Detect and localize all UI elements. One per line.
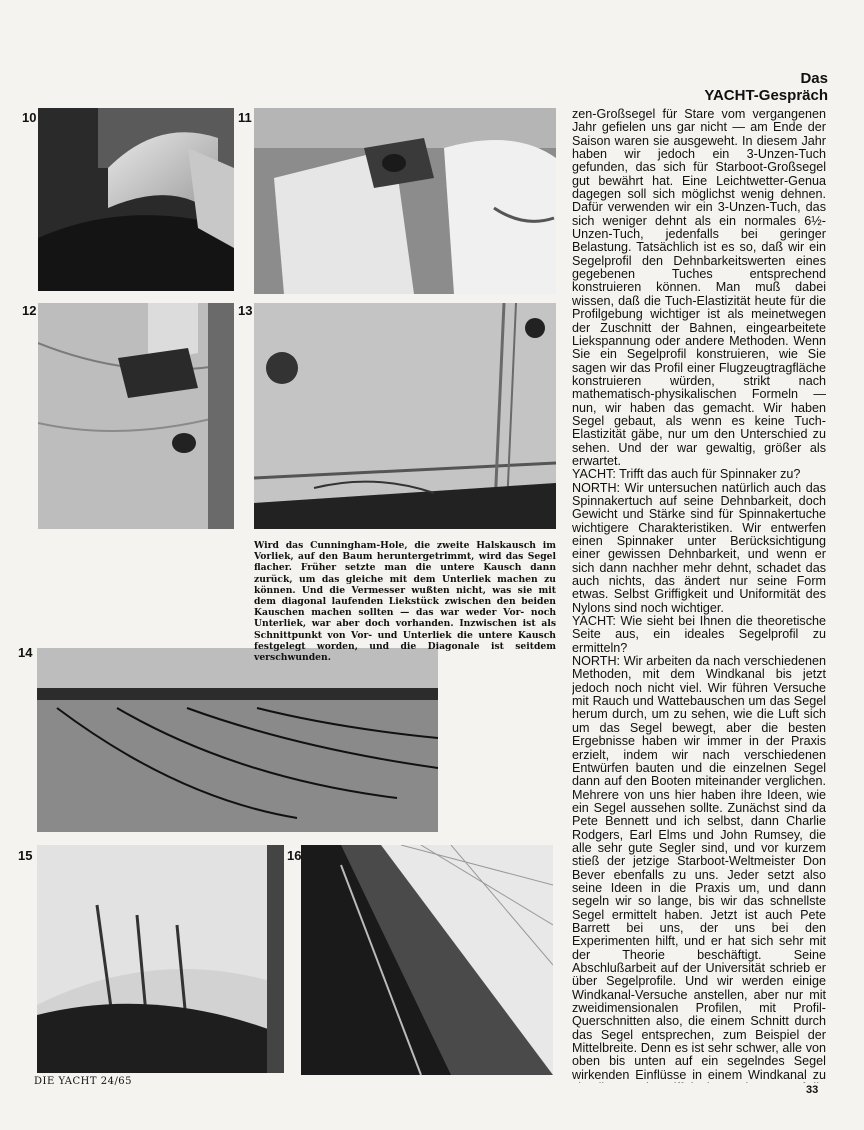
interview-body-text bbox=[572, 108, 826, 1083]
body-paragraph: zen-Großsegel für Stare vom vergangenen Jahr gefielen uns gar nicht — am Ende der Saison waren sie ausgeweht. In diesem Jahr haben wir jedoch ein 3-Unzen-Tuch gefunden, das sich für Starboot-Großsegel gut bewährt hat. Eine Leichtwetter-Genua dagegen soll sich möglichst wenig dehnen. Dafür verwenden wir ein 3-Unzen-Tuch, das sich weniger dehnt als ein normales 6½-Unzen-Tuch, jedenfalls bei geringer Belastung. Tatsächlich ist es so, daß wir ein Segelprofil den Dehnbarkeitswerten eines gegebenen Tuches entsprechend konstruieren können. Man muß dabei wissen, daß die Tuch-Elastizität heute für die Profilgebung wichtiger ist als meinetwegen der Zuschnitt der Bahnen, eingearbeitete Liekspannung oder andere Methoden. Wenn Sie ein Segelprofil konstruieren, wie Sie sagen wir das Profil einer Flugzeugtragfläche konstruieren würden, strikt nach mathematisch-physikalischen Formeln — nun, wir haben das gemacht. Wir haben Segel gebaut, als wenn es keine Tuch-Elastizität gäbe, nur um den Unterschied zu sehen. Und der war gewaltig, größer als erwartet. bbox=[572, 108, 826, 468]
body-paragraph: NORTH: Wir arbeiten da nach verschiedenen Methoden, mit dem Windkanal bis jetzt jedoch noch nicht viel. Wir führen Versuche mit Rauch und Wattebauschen um das Segel herum durch, um zu sehen, wie die Luft sich um das Segel bewegt, aber die besten Ergebnisse haben wir immer in der Praxis erzielt, indem wir nach verschiedenen Entwürfen bauten und die einzelnen Segel dann auf den Booten miteinander verglichen. Mehrere von uns hier haben ihre Ideen, wie ein Segel aussehen sollte. Zunächst sind da Pete Bennett und ich selbst, dann Charlie Rodgers, Earl Elms und John Rumsey, die alle sehr gute Segler sind, und vor kurzem stieß der jetzige Starboot-Weltmeister Don Bever ebenfalls zu uns. Jeder setzt also seine Ideen in die Praxis um, und dann segeln wir so lange, bis wir das schnellste Segel ermittelt haben. Jetzt ist auch Pete Barrett bei uns, der uns bei den Experimenten hilft, und er hat sich sehr mit der Theorie beschäftigt. Seine Abschlußarbeit auf der Universität schrieb er über Segelprofile. Und wir werden einige Windkanal-Versuche anstellen, aber nur mit zweidimensionalen Profilen, mit Profil-Querschnitten also, die einem Schnitt durch das Segel entsprechen, zum Beispiel der Mittelbreite. Denn es ist sehr schwer, alle von oben bis unten auf ein segelndes Segel wirkenden Einflüsse in einem Windkanal zu bbox=[572, 654, 826, 1082]
photo-caption: Wird das Cunningham-Hole, die zweite Halskausch im Vorliek, auf den Baum heruntergetrimmt, wird das Segel flacher. Früher setzte man die untere Kausch dann zurück, um das gleiche mit dem Unterliek machen zu können. Und die Vermesser wußten nicht, was sie mit dem diagonal laufenden Liekstück zwischen den beiden Kauschen machen sollten — das war weder Vor- noch Unterliek, war aber doch vorhanden. Inzwischen ist als Schnittpunkt von Vor- und Unterliek die untere Kausch festgelegt worden, und die Diagonale ist seitdem verschwunden. bbox=[254, 540, 556, 664]
page-number: 33 bbox=[806, 1084, 819, 1096]
figure-number-11: 11 bbox=[238, 110, 252, 125]
photo-11-sail-clew bbox=[254, 108, 556, 294]
figure-number-10: 10 bbox=[22, 110, 37, 125]
footer-issue: DIE YACHT 24/65 bbox=[34, 1076, 133, 1087]
body-paragraph: YACHT: Trifft das auch für Spinnaker zu? bbox=[572, 467, 801, 482]
photo-14-sail-foot-reef bbox=[37, 648, 438, 832]
header-line-das: Das bbox=[800, 70, 828, 87]
photo-12-foot-on-sail bbox=[38, 303, 234, 529]
section-header bbox=[704, 70, 828, 104]
photo-13-sail-cringles bbox=[254, 303, 556, 529]
figure-number-13: 13 bbox=[238, 303, 253, 318]
figure-number-16: 16 bbox=[287, 848, 302, 863]
photo-10-sail-edge bbox=[38, 108, 234, 291]
body-paragraph: NORTH: Wir untersuchen natürlich auch das Spinnakertuch auf seine Dehnbarkeit, doch Gewicht und Stärke sind für Spinnakertuche wichtigere Charakteristiken. Wir entwerfen einen Spinnaker unter Berücksichtigung einer gewissen Dehnbarkeit, und wenn er sich dann nachher mehr dehnt, schadet das auch nichts, das ändert nur seine Form etwas. Selbst Griffigkeit und Uniformität des Nylons sind noch wichtiger. bbox=[572, 480, 826, 615]
photo-15-sail-underside bbox=[37, 845, 284, 1073]
photo-16-mast-and-sail bbox=[301, 845, 553, 1075]
figure-number-12: 12 bbox=[22, 303, 37, 318]
header-line-yacht-gespraech: YACHT-Gespräch bbox=[704, 87, 828, 104]
figure-number-15: 15 bbox=[18, 848, 33, 863]
figure-number-14: 14 bbox=[18, 645, 33, 660]
body-paragraph: YACHT: Wie sieht bei Ihnen die theoretische Seite aus, ein ideales Segelprofil zu ermitteln? bbox=[572, 614, 826, 655]
